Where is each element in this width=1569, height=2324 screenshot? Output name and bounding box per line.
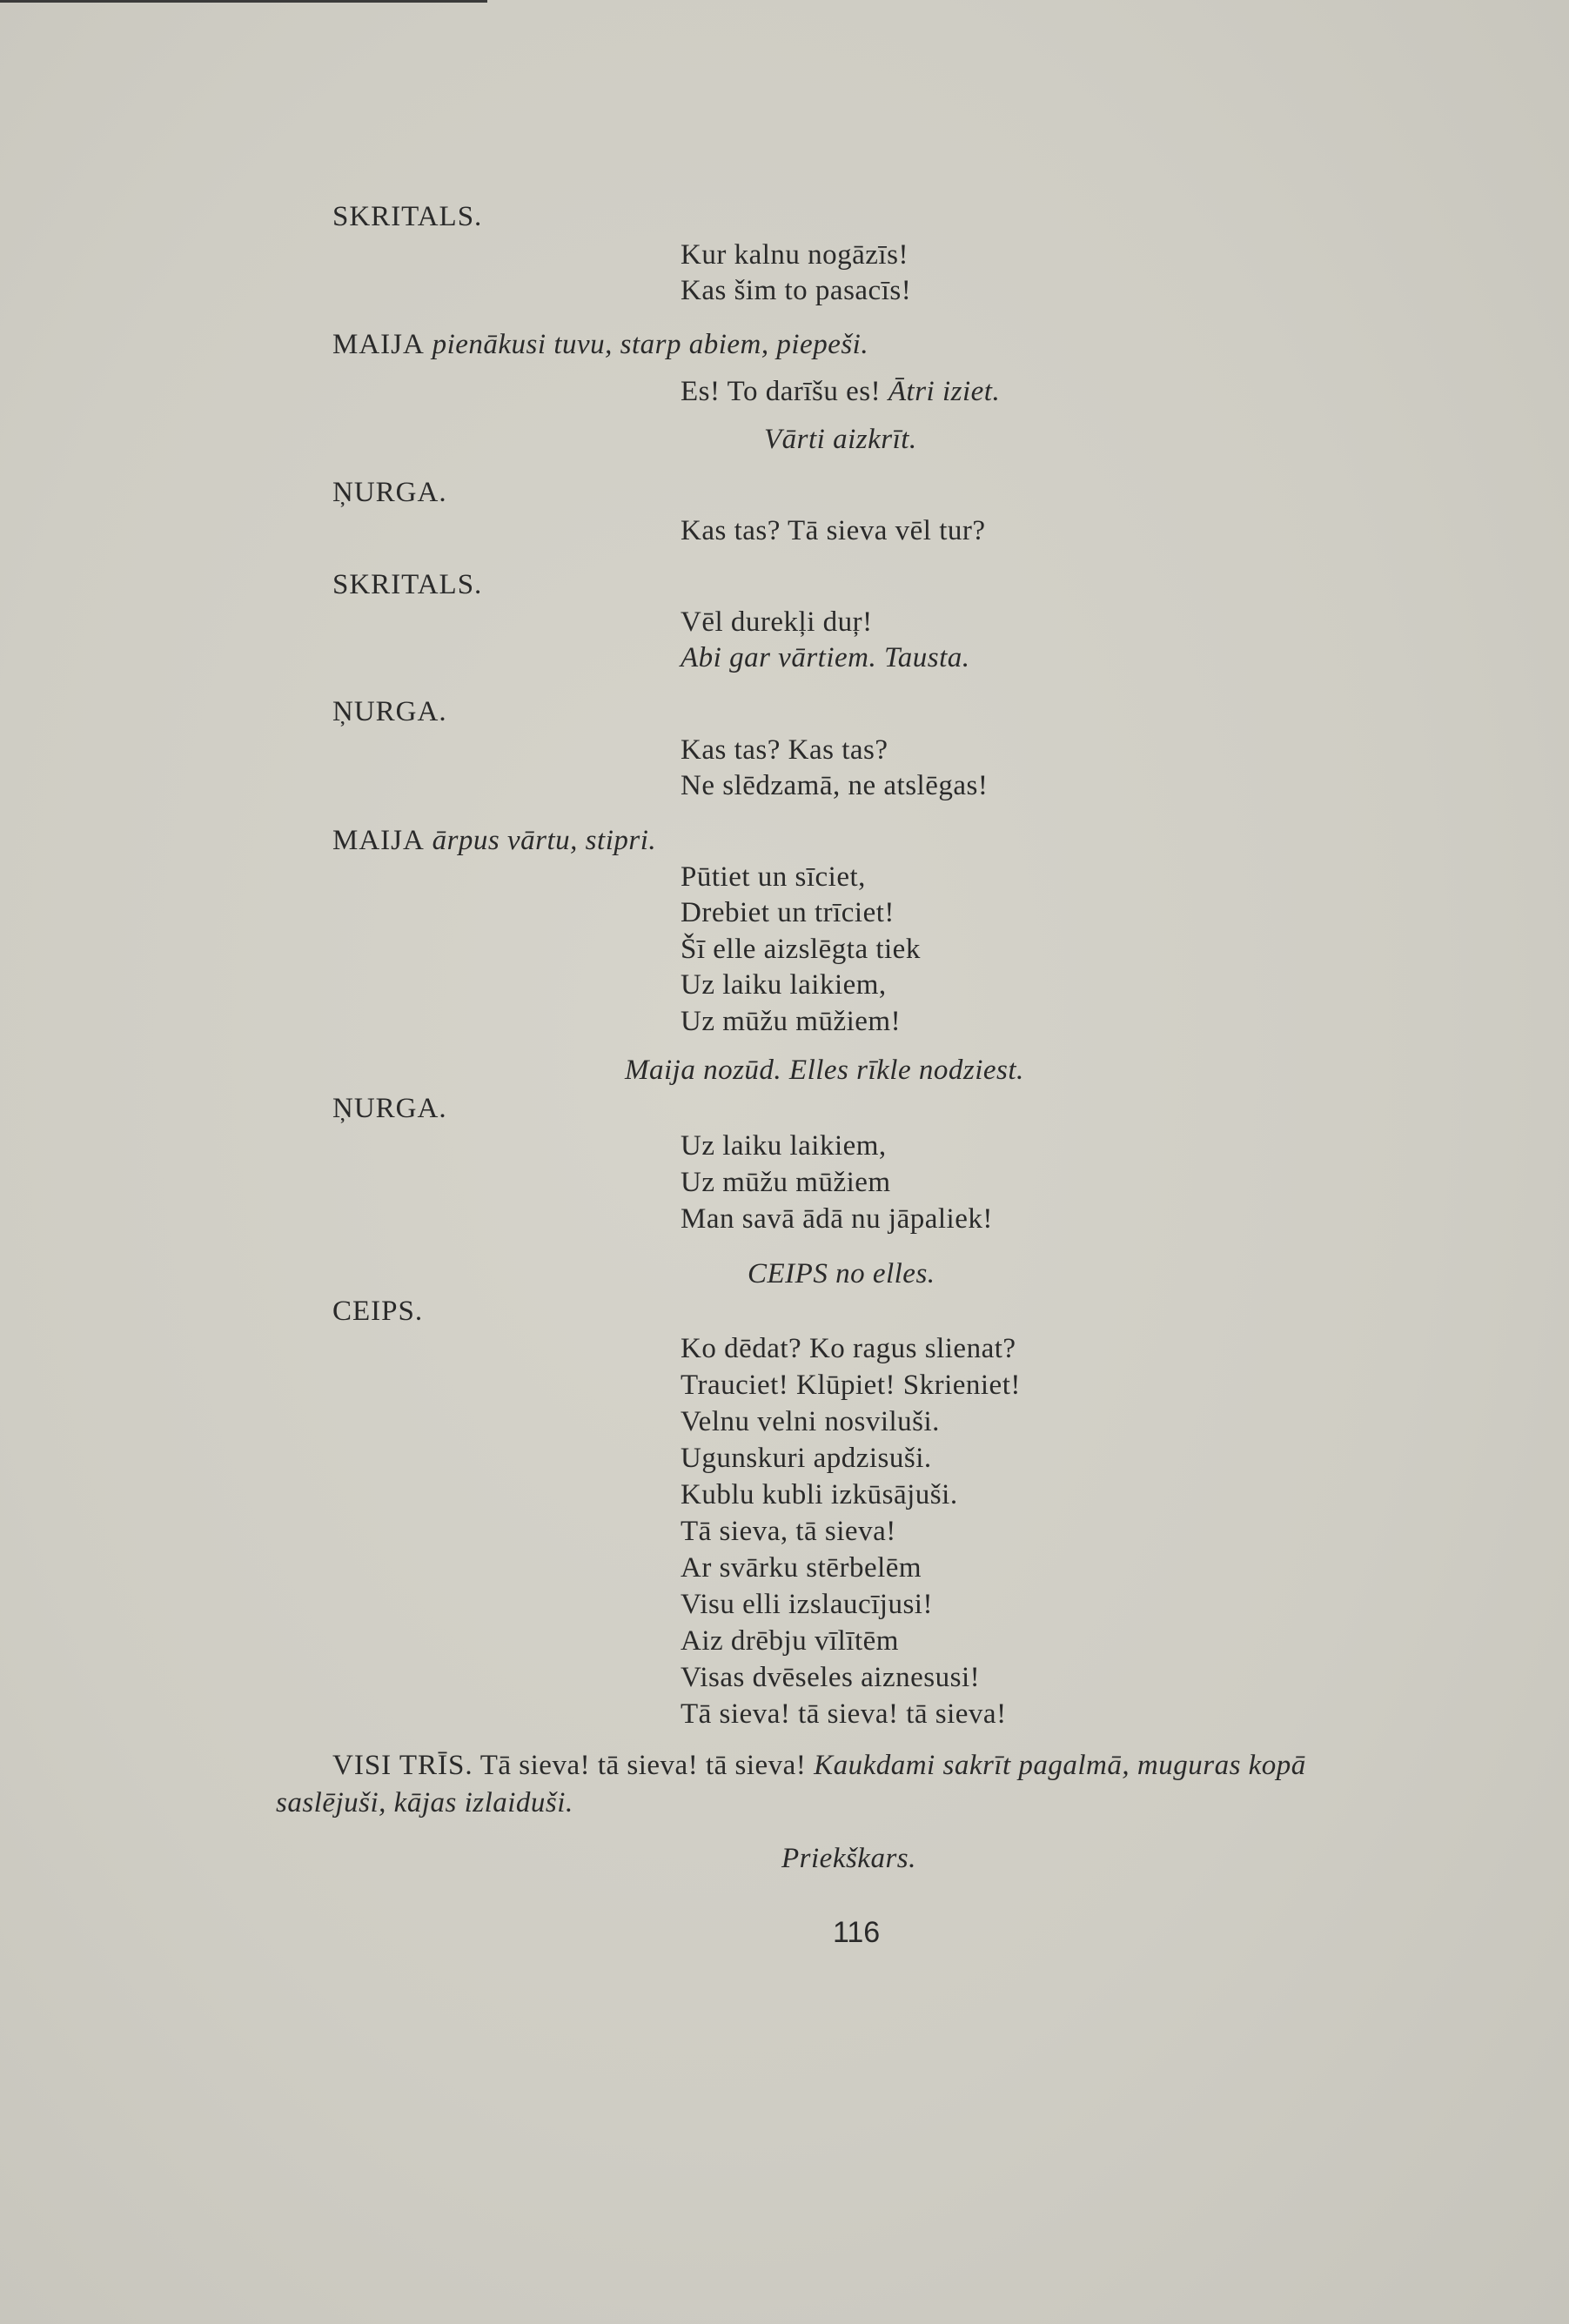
verse-line: Uz mūžu mūžiem! <box>681 1006 902 1037</box>
curtain-direction: Priekškars. <box>781 1843 916 1874</box>
page-number: 116 <box>833 1916 881 1949</box>
stage-direction: CEIPS no elles. <box>748 1258 935 1289</box>
verse-line: Kublu kubli izkūsājuši. <box>681 1479 958 1510</box>
verse-line: Visas dvēseles aiznesusi! <box>681 1662 981 1693</box>
verse-line: Visu elli izslaucījusi! <box>681 1589 933 1620</box>
speaker-line <box>332 326 868 363</box>
verse-line: Kas šim to pasacīs! <box>681 275 912 306</box>
verse-line: Tā sieva! tā sieva! tā sieva! <box>681 1698 1007 1730</box>
verse-text: Tā sieva! tā sieva! tā sieva! <box>479 1750 807 1781</box>
speaker-nurga: ŅURGA. <box>332 477 447 508</box>
verse-line: Man savā ādā nu jāpaliek! <box>681 1203 993 1235</box>
speaker-ceips: CEIPS. <box>332 1296 424 1327</box>
stage-direction: Vārti aizkrīt. <box>764 424 917 455</box>
stage-direction: Maija nozūd. Elles rīkle nodziest. <box>625 1055 1024 1086</box>
verse-line: Velnu velni nosviluši. <box>681 1406 940 1437</box>
speaker-visi-tris: VISI TRĪS. <box>332 1750 473 1781</box>
verse-line: Ne slēdzamā, ne atslēgas! <box>681 770 989 801</box>
verse-line: Uz laiku laikiem, <box>681 969 887 1001</box>
verse-line: Kur kalnu nogāzīs! <box>681 239 909 271</box>
stage-direction: Ātri iziet. <box>888 376 1001 407</box>
verse-line: Aiz drēbju vīlītēm <box>681 1625 899 1657</box>
speaker-nurga: ŅURGA. <box>332 696 447 727</box>
verse-text: Es! To darīšu es! <box>681 376 882 407</box>
verse-line: Vēl durekļi duŗ! <box>681 606 873 638</box>
speaker-skritals: SKRITALS. <box>332 569 483 600</box>
stage-direction: Kaukdami sakrīt pagalmā, muguras kopā <box>814 1750 1306 1781</box>
verse-line: Ko dēdat? Ko ragus slienat? <box>681 1333 1016 1364</box>
verse-line: Šī elle aizslēgta tiek <box>681 934 921 965</box>
verse-line: Kas tas? Kas tas? <box>681 734 888 766</box>
verse-line: Kas tas? Tā sieva vēl tur? <box>681 515 986 546</box>
verse-line: Pūtiet un sīciet, <box>681 861 866 893</box>
verse-line: Trauciet! Klūpiet! Skrieniet! <box>681 1370 1021 1401</box>
speaker-line <box>332 822 656 859</box>
speaker-skritals: SKRITALS. <box>332 201 483 232</box>
speaker-nurga: ŅURGA. <box>332 1093 447 1124</box>
stage-direction: Abi gar vārtiem. Tausta. <box>681 642 970 673</box>
speaker-maija: MAIJA <box>332 825 425 856</box>
verse-line: Ugunskuri apdzisuši. <box>681 1443 932 1474</box>
verse-line <box>681 373 1000 410</box>
verse-line: Drebiet un trīciet! <box>681 897 895 928</box>
stage-direction: ārpus vārtu, stipri. <box>432 825 657 856</box>
speaker-maija: MAIJA <box>332 329 425 360</box>
verse-line: Tā sieva, tā sieva! <box>681 1516 896 1547</box>
stage-direction: saslējuši, kājas izlaiduši. <box>276 1787 573 1818</box>
verse-line: Uz mūžu mūžiem <box>681 1167 891 1198</box>
speaker-line <box>332 1747 1306 1784</box>
verse-line: Uz laiku laikiem, <box>681 1130 887 1162</box>
stage-direction: pienākusi tuvu, starp abiem, piepeši. <box>432 329 869 360</box>
verse-line: Ar svārku stērbelēm <box>681 1552 922 1584</box>
scan-edge-line <box>0 0 487 3</box>
